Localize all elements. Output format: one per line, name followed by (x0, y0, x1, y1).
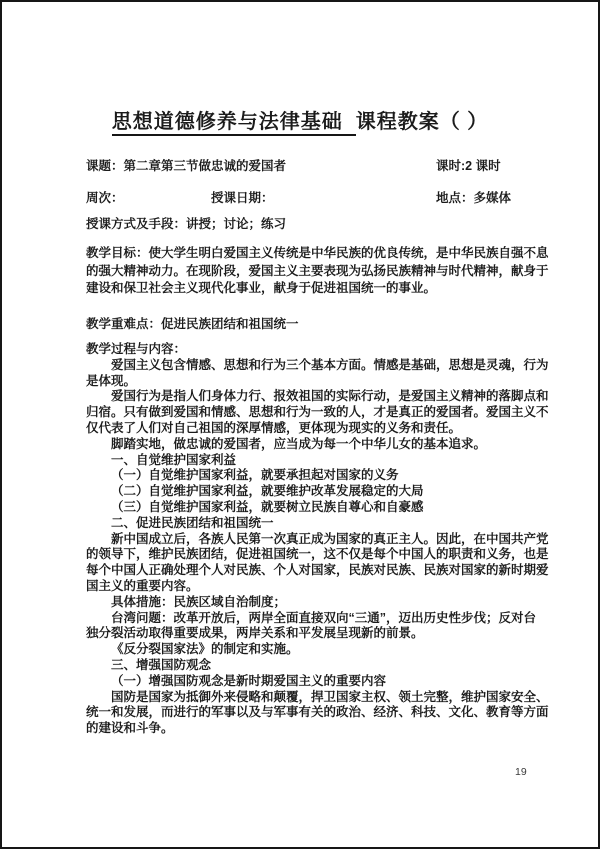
key-difficult-points: 教学重难点：促进民族团结和祖国统一 (86, 317, 299, 331)
objective-line: 的强大精神动力。在现阶段，爱国主义主要表现为弘扬民族精神与时代精神，献身于 (86, 263, 549, 278)
lecture-date: 授课日期： (211, 191, 274, 205)
lesson-topic: 课题：第二章第三节做忠诚的爱国者 (86, 159, 287, 173)
body-line: 的领导下，维护民族团结，促进祖国统一，这不仅是每个中国人的职责和义务，也是 (86, 547, 549, 562)
body-line: 每个中国人正确处理个人对民族、个人对国家，民族对民族、民族对国家的新时期爱 (86, 563, 549, 578)
body-line: 脚踏实地，做忠诚的爱国者，应当成为每一个中华儿女的基本追求。 (111, 436, 487, 451)
body-line: 《反分裂国家法》的制定和实施。 (111, 642, 299, 657)
week-number: 周次： (86, 191, 124, 205)
body-line: 爱国行为是指人们身体力行、报效祖国的实际行动，是爱国主义精神的落脚点和 (111, 389, 549, 404)
body-line: 的建设和斗争。 (86, 721, 174, 736)
body-line: （三）自觉维护国家利益，就要树立民族自尊心和自豪感 (111, 499, 424, 514)
body-line: 三、增强国防观念 (111, 657, 212, 672)
body-line: 是体现。 (86, 373, 137, 388)
body-line: 归宿。只有做到爱国和情感、思想和行为一致的人，才是真正的爱国者。爱国主义不 (86, 405, 549, 420)
body-line: （一）自觉维护国家利益，就要承担起对国家的义务 (111, 468, 399, 483)
page-number: 19 (515, 766, 527, 778)
body-line: 统一和发展，而进行的军事以及与军事有关的政治、经济、科技、文化、教育等方面 (86, 705, 549, 720)
page-title (2, 105, 598, 134)
teaching-methods: 授课方式及手段：讲授；讨论；练习 (86, 217, 287, 231)
body-line: 具体措施：民族区域自治制度； (111, 594, 287, 609)
body-line: 仅代表了人们对自己祖国的深厚情感，更体现为现实的义务和责任。 (86, 420, 462, 435)
body-line: 台湾问题：改革开放后，两岸全面直接双向“三通”，迈出历史性步伐；反对台 (111, 610, 537, 625)
body-line: 教学过程与内容： (86, 342, 187, 356)
teaching-objective-paragraph (86, 245, 549, 298)
body-line: 二、促进民族团结和祖国统一 (111, 515, 274, 530)
body-line: 国主义的重要内容。 (86, 578, 199, 593)
location: 地点：多媒体 (436, 191, 512, 205)
body-line: 一、自觉维护国家利益 (111, 452, 237, 467)
page-title-underlined: 思想道德修养与法律基础 (112, 111, 356, 136)
objective-line: 建设和保卫社会主义现代化事业，献身于促进祖国统一的事业。 (86, 281, 437, 295)
body-line: 独分裂活动取得重要成果，两岸关系和平发展呈现新的前景。 (86, 626, 424, 641)
body-line: （二）自觉维护国家利益，就要维护改革发展稳定的大局 (111, 484, 424, 499)
body-line: 国防是国家为抵御外来侵略和颠覆，捍卫国家主权、领土完整，维护国家安全、 (111, 689, 549, 704)
page-title-rest: 课程教案（ ） (355, 111, 489, 133)
body-line: （一）增强国防观念是新时期爱国主义的重要内容 (111, 673, 387, 688)
body-line: 爱国主义包含情感、思想和行为三个基本方面。情感是基础，思想是灵魂，行为 (111, 357, 549, 372)
teaching-process-body (86, 342, 549, 737)
body-line: 新中国成立后，各族人民第一次真正成为国家的真正主人。因此，在中国共产党 (111, 531, 549, 546)
objective-line: 教学目标：使大学生明白爱国主义传统是中华民族的优良传统，是中华民族自强不息 (86, 246, 549, 260)
class-hours: 课时:2 课时 (436, 159, 501, 173)
